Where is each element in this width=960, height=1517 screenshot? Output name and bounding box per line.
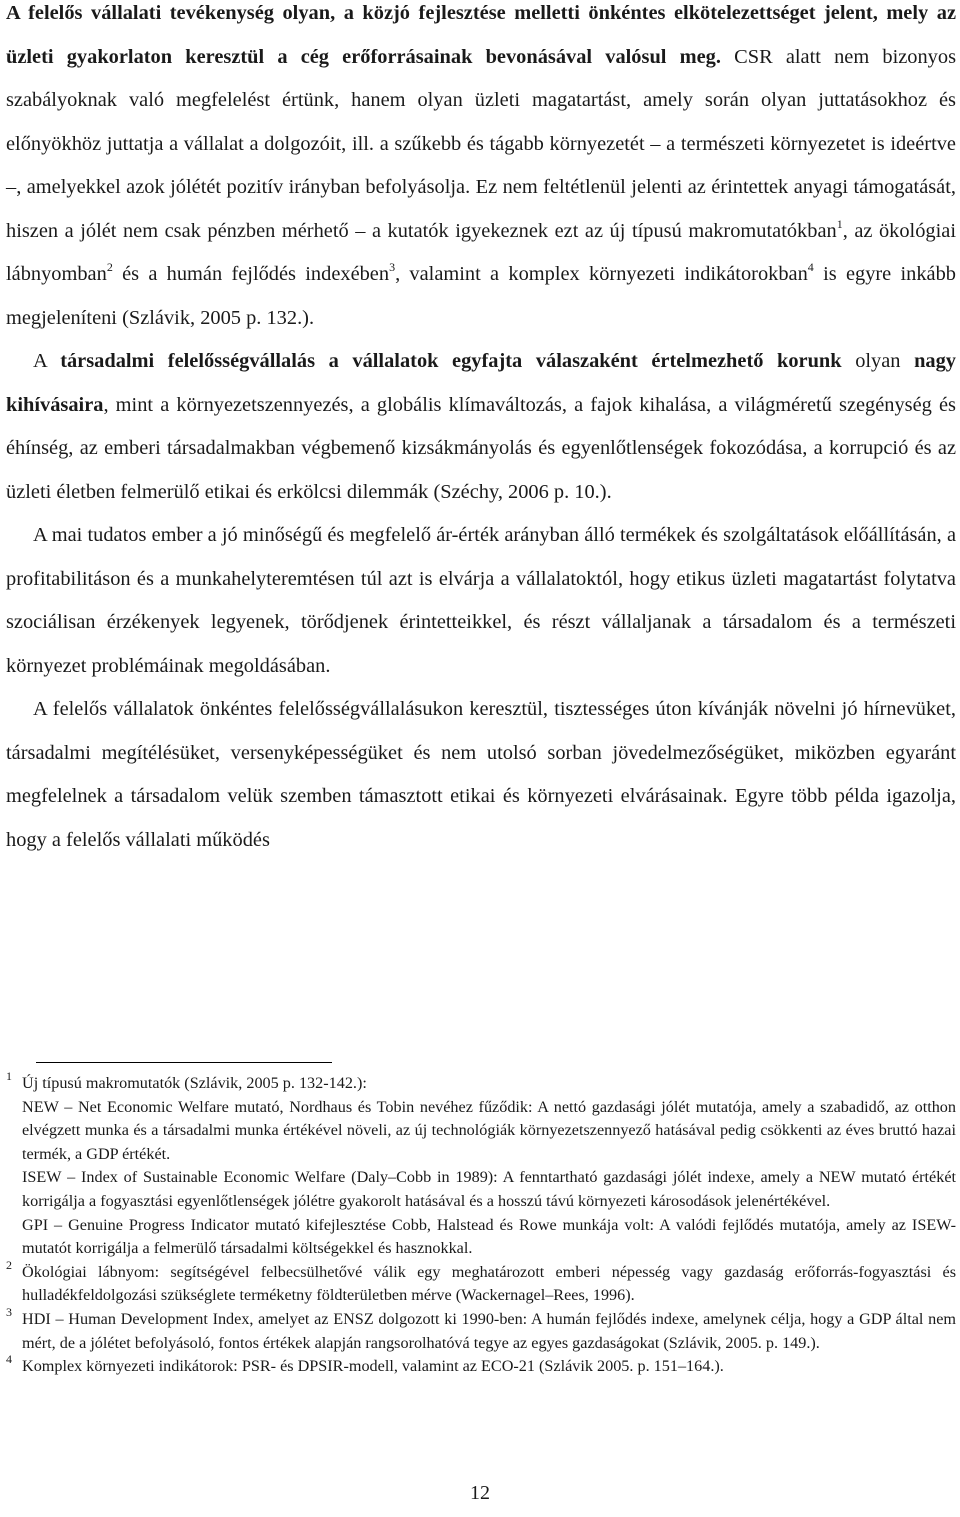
paragraph-2-text-b: olyan xyxy=(841,350,915,372)
bold-sentence: A felelős vállalati tevékenység olyan, a közjó fejlesztése melletti önkéntes elkötelezettséget jelent, mely az üzleti gyakorlaton keresztül a cég erőforrásainak bevonásával valósul meg. xyxy=(6,2,956,68)
footnote-number: 1 xyxy=(6,1069,12,1083)
footnote-4 xyxy=(6,1352,956,1379)
body-text xyxy=(6,0,956,862)
paragraph-1-text-d: , valamint a komplex környezeti indikátorokban xyxy=(395,263,808,285)
paragraph-1-text-c: és a humán fejlődés indexében xyxy=(112,263,390,285)
footnote-ref-1: 1 xyxy=(836,216,843,231)
footnote-1 xyxy=(6,1069,956,1261)
footnote-line: Ökológiai lábnyom: segítségével felbecsülhetővé válik egy meghatározott emberi népesség vagy gazdaság erőforrás-fogyasztási és hulladékfeldolgozási szükséglete terméketny földterületben mérve (Wackernagel–Rees, 1996). xyxy=(22,1262,956,1305)
footnote-ref-2: 2 xyxy=(106,260,113,274)
footnote-3 xyxy=(6,1304,956,1355)
paragraph-2-bold-a: társadalmi felelősségvállalás a vállalatok egyfajta válaszaként értelmezhető korunk xyxy=(60,350,842,372)
footnote-line: HDI – Human Development Index, amelyet az ENSZ dolgozott ki 1990-ben: A humán fejlődés indexe, amelynek célja, hogy a GDP által nem mért, de a jólétet befolyásoló, fontos értékek alapján rangsorolhatóvá tegye az egyes gazdaságokat (Szlávik, 2005. p. 149.). xyxy=(22,1309,956,1352)
footnote-number: 4 xyxy=(6,1352,12,1367)
footnote-line: Új típusú makromutatók (Szlávik, 2005 p. 132-142.): xyxy=(22,1074,367,1092)
footnote-line: ISEW – Index of Sustainable Economic Welfare (Daly–Cobb in 1989): A fenntartható gazdasági jólét indexe, amely a NEW mutató értékét korrigálja a fogyasztási egyenlőtlenségek jólétre gyakorolt hatásával és a hosszú távú környezeti károsodások jelenértékével. xyxy=(22,1168,956,1210)
footnote-line: NEW – Net Economic Welfare mutató, Nordhaus és Tobin nevéhez fűződik: A nettó gazdasági jólét mutatója, amely a szabadidő, az otthon elvégzett munka és a társadalmi munka értékével növeli, az új technológiák környezetszennyező hatásával pedig csökkenti az éves bruttó hazai termék, a GDP értékét. xyxy=(22,1097,956,1163)
page-number: 12 xyxy=(470,1482,490,1504)
paragraph-2-text-c: , mint a környezetszennyezés, a globális klímaváltozás, a fajok kihalása, a világméretű szegénység és éhínség, az emberi társadalmakban végbemenő kizsákmányolás és egyenlőtlenségek fokozódása, a korrupció és az üzleti életben felmerülő etikai és erkölcsi dilemmák (Széchy, 2006 p. 10.). xyxy=(6,393,956,503)
footnote-number: 2 xyxy=(6,1257,12,1272)
paragraph-2-text-a: A xyxy=(33,350,61,372)
footnote-separator xyxy=(36,1062,332,1063)
footnote-line: Komplex környezeti indikátorok: PSR- és DPSIR-modell, valamint az ECO-21 (Szlávik 2005. p. 151–164.). xyxy=(22,1357,724,1376)
paragraph-1-text-e: is egyre inkább megjeleníteni (Szlávik, 2005 p. 132.). xyxy=(6,263,956,329)
paragraph-1-text-b: , az ökológiai lábnyomban xyxy=(6,219,956,285)
paragraph-1 xyxy=(6,0,956,340)
paragraph-3: A mai tudatos ember a jó minőségű és megfelelő ár-érték arányban álló termékek és szolgáltatások előállításán, a profitabilitáson és a munkahelyteremtésen túl azt is elvárja a vállalatoktól, hogy etikus üzleti magatartást folytatva szociálisan érzékenyek legyenek, törődjenek érintetteikkel, és részt vállaljanak a társadalom és a természeti környezet problémáinak megoldásában. xyxy=(6,524,956,677)
footnotes xyxy=(6,1069,956,1379)
footnote-line: GPI – Genuine Progress Indicator mutató kifejlesztése Cobb, Halstead és Rowe munkája volt: A valódi fejlődés mutatója, amely az ISEW-mutatót korrigálja a felmerülő társadalmi költségekkel és hasznokkal. xyxy=(22,1215,956,1258)
footnote-number: 3 xyxy=(6,1304,12,1319)
paragraph-1-text-a: CSR alatt nem bizonyos szabályoknak való megfelelést értünk, hanem olyan üzleti magatartást, amely során olyan juttatásokhoz és előnyökhöz juttatja a vállalat a dolgozóit, ill. a szűkebb és tágabb környezetét – a természeti környezetet is ideértve –, amelyekkel azok jólétét pozitív irányban befolyásolja. Ez nem feltétlenül jelenti az érintettek anyagi támogatását, hiszen a jólét nem csak pénzben mérhető – a kutatók igyekeznek ezt az új típusú makromutatókban xyxy=(6,45,957,242)
paragraph-2 xyxy=(6,340,956,514)
paragraph-2-bold-b: nagy kihívásaira xyxy=(6,350,957,416)
paragraph-4: A felelős vállalatok önkéntes felelősségvállalásukon keresztül, tisztességes úton kívánják növelni jó hírnevüket, társadalmi megítélésüket, versenyképességüket és nem utolsó sorban jövedelmezőségüket, miközben egyaránt megfelelnek a társadalom velük szemben támasztott etikai és környezeti elvárásainak. Egyre több példa igazolja, hogy a felelős vállalati működés xyxy=(6,698,956,851)
footnote-ref-3: 3 xyxy=(389,260,396,274)
footnote-2 xyxy=(6,1257,956,1308)
footnote-ref-4: 4 xyxy=(807,260,814,274)
